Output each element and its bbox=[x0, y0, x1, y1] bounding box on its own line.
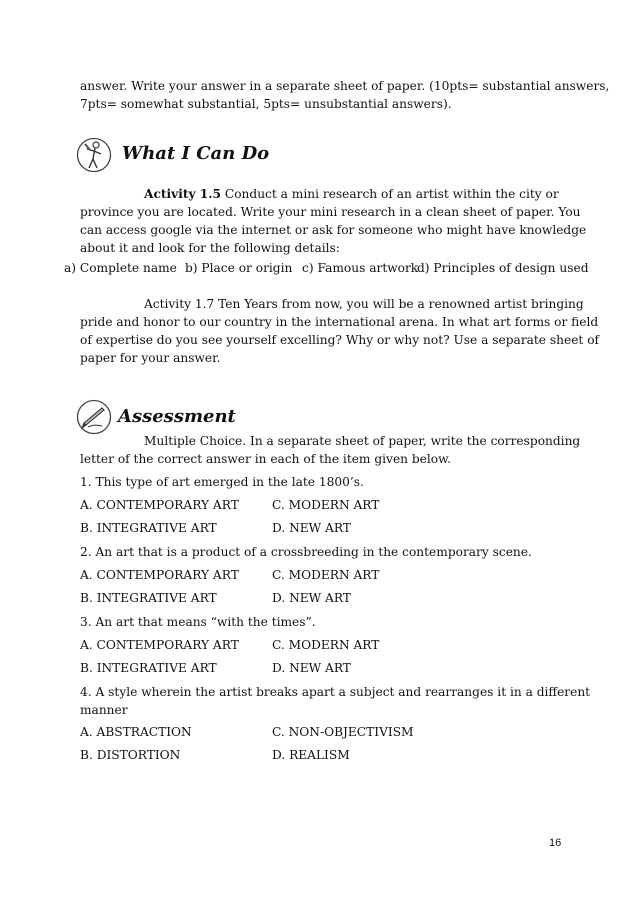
question-1: 1. This type of art emerged in the late 1800’s. bbox=[80, 475, 364, 489]
activity-1-7-line-2: pride and honor to our country in the international arena. In what art forms or field bbox=[80, 315, 599, 329]
question-4-line-1: 4. A style wherein the artist breaks apart a subject and rearranges it in a different bbox=[80, 685, 591, 699]
question-4-line-2: manner bbox=[80, 703, 128, 717]
detail-famous-artwork: c) Famous artwork bbox=[302, 261, 419, 275]
q4-option-a: A. ABSTRACTION bbox=[80, 725, 192, 739]
activity-1-7-line-4: paper for your answer. bbox=[80, 351, 221, 365]
q2-option-a: A. CONTEMPORARY ART bbox=[80, 568, 239, 582]
detail-principles-of-design: d) Principles of design used bbox=[417, 261, 589, 275]
pen-drawing-figure-icon bbox=[76, 135, 112, 179]
q3-option-b: B. INTEGRATIVE ART bbox=[80, 661, 217, 675]
pencil-writing-icon bbox=[76, 398, 112, 440]
activity-1-5-line-1 bbox=[144, 185, 559, 203]
q4-option-b: B. DISTORTION bbox=[80, 748, 181, 762]
activity-1-5-line-3: can access google via the internet or ask for someone who might have knowledge bbox=[80, 223, 587, 237]
q1-option-c: C. MODERN ART bbox=[272, 498, 380, 512]
q1-option-a: A. CONTEMPORARY ART bbox=[80, 498, 239, 512]
activity-1-5-text: Conduct a mini research of an artist within the city or bbox=[221, 187, 559, 201]
q3-option-d: D. NEW ART bbox=[272, 661, 351, 675]
activity-1-5-label: Activity 1.5 bbox=[144, 187, 222, 201]
q2-option-c: C. MODERN ART bbox=[272, 568, 380, 582]
activity-1-5-line-4: about it and look for the following details: bbox=[80, 241, 340, 255]
detail-complete-name: a) Complete name bbox=[64, 261, 177, 275]
q4-option-d: D. REALISM bbox=[272, 748, 350, 762]
instructions-line-1: Multiple Choice. In a separate sheet of paper, write the corresponding bbox=[144, 434, 581, 448]
question-2: 2. An art that is a product of a crossbreeding in the contemporary scene. bbox=[80, 545, 532, 559]
what-i-can-do-title: What I Can Do bbox=[122, 143, 270, 164]
q3-option-c: C. MODERN ART bbox=[272, 638, 380, 652]
detail-place-of-origin: b) Place or origin bbox=[185, 261, 293, 275]
intro-line-2: 7pts= somewhat substantial, 5pts= unsubstantial answers). bbox=[80, 97, 452, 111]
assessment-title: Assessment bbox=[118, 406, 236, 427]
q2-option-d: D. NEW ART bbox=[272, 591, 351, 605]
activity-1-7-line-1: Activity 1.7 Ten Years from now, you will be a renowned artist bringing bbox=[144, 297, 584, 311]
q4-option-c: C. NON-OBJECTIVISM bbox=[272, 725, 414, 739]
q2-option-b: B. INTEGRATIVE ART bbox=[80, 591, 217, 605]
question-3: 3. An art that means “with the times”. bbox=[80, 615, 316, 629]
q3-option-a: A. CONTEMPORARY ART bbox=[80, 638, 239, 652]
instructions-line-2: letter of the correct answer in each of the item given below. bbox=[80, 452, 451, 466]
activity-1-7-line-3: of expertise do you see yourself excelling? Why or why not? Use a separate sheet of bbox=[80, 333, 600, 347]
intro-line-1: answer. Write your answer in a separate sheet of paper. (10pts= substantial answers, bbox=[80, 79, 610, 93]
q1-option-b: B. INTEGRATIVE ART bbox=[80, 521, 217, 535]
page-number: 16 bbox=[549, 837, 562, 849]
q1-option-d: D. NEW ART bbox=[272, 521, 351, 535]
activity-1-5-line-2: province you are located. Write your mini research in a clean sheet of paper. You bbox=[80, 205, 581, 219]
